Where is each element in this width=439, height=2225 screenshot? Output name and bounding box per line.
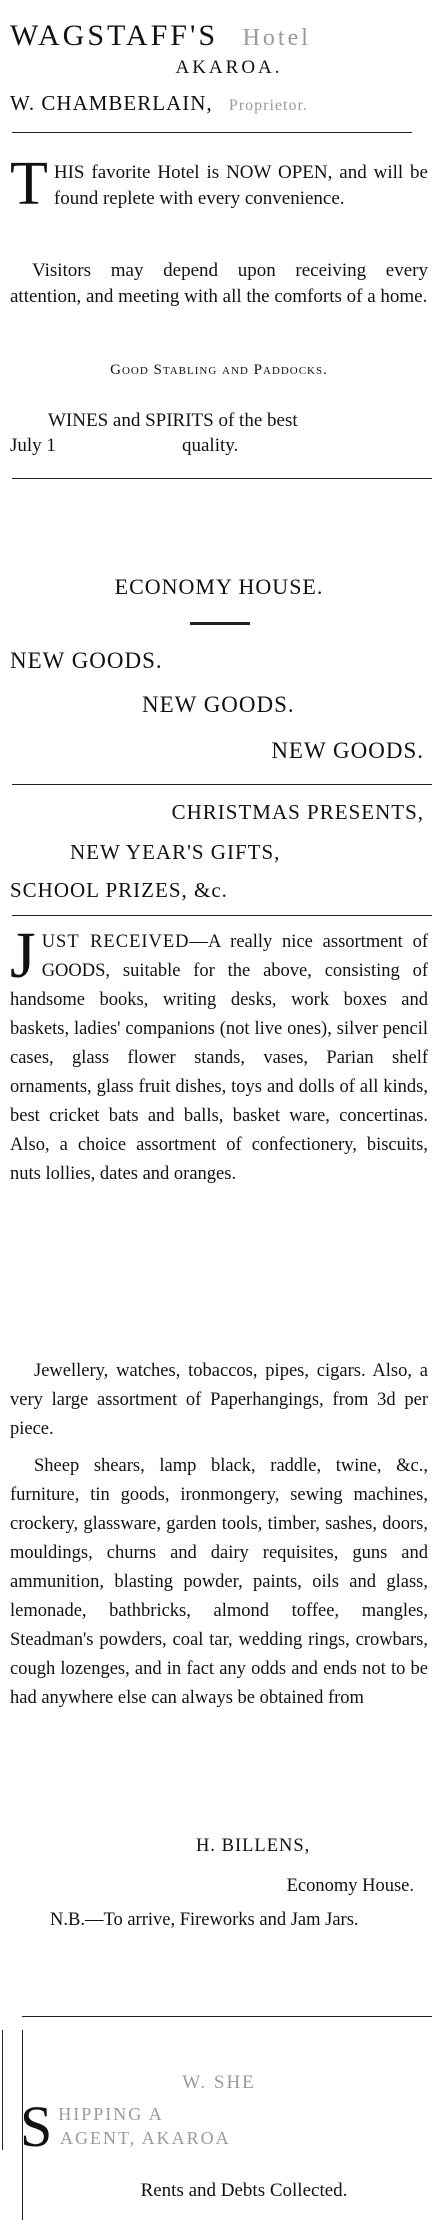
economy-house: Economy House. [286,1876,414,1896]
hotel-proprietor-role: Proprietor. [228,97,308,114]
divider [12,132,412,133]
rents-collected: Rents and Debts Collected. [140,2180,348,2201]
drop-cap: J [10,919,36,992]
new-goods-2: NEW GOODS. [142,692,295,717]
divider [12,915,432,916]
new-goods-1: NEW GOODS. [10,648,163,673]
economy-para-1-text: —A really nice assortment of GOODS, suitable for the above, consisting of handsome books, writing desks, work boxes and baskets, ladies' companions (not live ones), silver pencil cases, glass flower stands, vases, Parian shelf ornaments, glass fruit dishes, toys and dolls of all kinds, best cricket bats and balls, basket ware, concertinas. Also, a choice assortment of confectionery, biscuits, nuts lollies, dates and oranges. [10,932,428,1184]
hotel-place: AKAROA. [175,57,283,78]
divider [22,2016,432,2017]
hotel-title [10,18,428,56]
margin-rule [2,2030,3,2150]
shipping-line [20,2094,420,2159]
shipping-line-2: AGENT, AKAROA [60,2128,231,2148]
divider [12,784,432,785]
economy-intro-caps: UST RECEIVED [41,932,190,952]
hotel-quality: quality. [182,435,239,456]
new-years-gifts: NEW YEAR'S GIFTS, [70,840,281,864]
shipping-line-1: HIPPING A [58,2104,164,2124]
hotel-para-1 [10,150,428,218]
economy-para-3: Sheep shears, lamp black, raddle, twine, &c., furniture, tin goods, ironmongery, sewing machines, crockery, glassware, garden tools, timber, sashes, doors, mouldings, churns and dairy requisites, guns and ammunition, blasting powder, paints, oils and glass, lemonade, bathbricks, almond toffee, mangles, Steadman's powders, coal tar, wedding rings, crowbars, cough lozenges, and in fact any odds and ends not to be had anywhere else can always be obtained from [10,1456,428,1708]
school-prizes: SCHOOL PRIZES, &c. [10,878,228,902]
hotel-ad [10,18,428,121]
hotel-para-1-text: HIS favorite Hotel is NOW OPEN, and will be found replete with every convenience. [53,162,428,209]
economy-para-1 [10,919,428,1189]
drop-cap: T [10,150,48,218]
hotel-para-2: Visitors may depend upon receiving every attention, and meeting with all the comforts of a home. [10,260,428,307]
christmas-presents: CHRISTMAS PRESENTS, [171,800,424,824]
hotel-title-main: WAGSTAFF'S [10,19,219,52]
economy-para-2: Jewellery, watches, tobaccos, pipes, cigars. Also, a very large assortment of Paperhangings, from 3d per piece. [10,1361,428,1439]
drop-cap: S [20,2094,53,2159]
hotel-wines: WINES and SPIRITS of the best [48,410,298,431]
hotel-date: July 1 [10,435,56,456]
short-rule [190,622,250,625]
hotel-date-line [10,433,428,458]
hotel-stabling: Good Stabling and Paddocks. [110,362,328,378]
hotel-title-faded: Hotel [242,25,311,51]
economy-heading: ECONOMY HOUSE. [114,574,324,599]
signature: H. BILLENS, [196,1836,311,1856]
new-goods-3: NEW GOODS. [271,738,424,763]
hotel-proprietor: W. CHAMBERLAIN, [10,91,213,115]
divider [12,478,432,479]
nb-note: N.B.—To arrive, Fireworks and Jam Jars. [50,1910,359,1930]
shipping-name: W. SHE [182,2072,256,2093]
hotel-proprietor-line [10,88,428,121]
